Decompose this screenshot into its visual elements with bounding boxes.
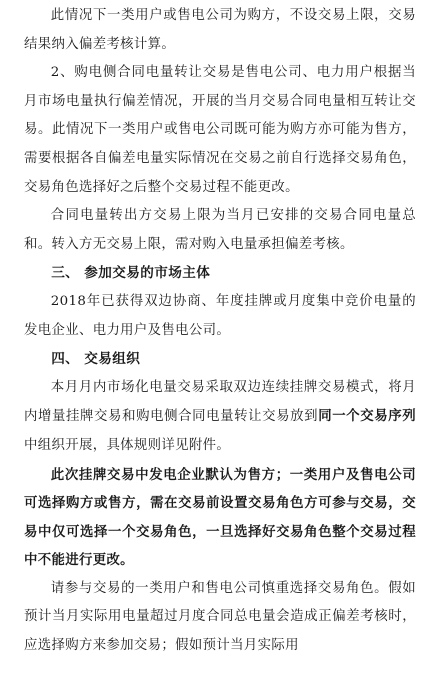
paragraph-transfer-trading: 2、购电侧合同电量转让交易是售电公司、电力用户根据当月市场电量执行偏差情况，开展的当月交易合同电量相互转让交易。此情况下一类用户或售电公司既可能为购方亦可能为售方，需要根据各自偏差电量实际情况在交易之前自行选择交易角色，交易角色选择好之后整个交易过程不能更改。 xyxy=(24,65,416,195)
paragraph-role-selection-advice: 请参与交易的一类用户和售电公司慎重选择交易角色。假如预计当月实际用电量超过月度合同总电量会造成正偏差考核时，应选择购方来参加交易；假如预计当月实际用 xyxy=(24,580,416,654)
trading-mode-text-bold: 同一个交易序列 xyxy=(318,408,416,425)
section-heading-trading-organization: 四、 交易组织 xyxy=(51,351,141,368)
paragraph-trading-mode xyxy=(24,374,416,461)
section-heading-market-participants: 三、 参加交易的市场主体 xyxy=(51,265,211,282)
paragraph-buyer-no-limit: 此情况下一类用户或售电公司为购方，不设交易上限，交易结果纳入偏差考核计算。 xyxy=(24,8,416,52)
paragraph-role-rules-bold: 此次挂牌交易中发电企业默认为售方；一类用户及售电公司可选择购方或售方，需在交易前设置交易角色方可参与交易，交易中仅可选择一个交易角色，一旦选择好交易角色整个交易过程中不能进行更改。 xyxy=(24,466,416,569)
trading-mode-text-before: 本月月内市场化电量交易采取双边连续挂牌交易模式，将月内增量挂牌交易和购电侧合同电量转让交易放到 xyxy=(24,379,416,425)
trading-mode-text-after: 中组织开展，具体规则详见附件。 xyxy=(24,437,231,453)
paragraph-participants: 2018年已获得双边协商、年度挂牌或月度集中竞价电量的发电企业、电力用户及售电公司。 xyxy=(24,293,416,338)
paragraph-transfer-limit: 合同电量转出方交易上限为当月已安排的交易合同电量总和。转入方无交易上限，需对购入电量承担偏差考核。 xyxy=(24,208,416,252)
